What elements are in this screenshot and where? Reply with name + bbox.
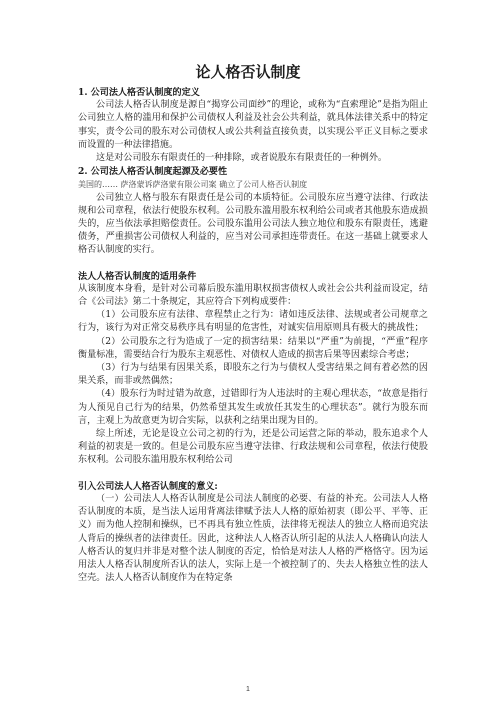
condition-item-4: （4）股东行为时过错为故意，过错即行为人违法时的主观心理状态，“故意是指行为人预见自己行为的结果，仍然希望其发生或放任其发生的心理状态”。就行为股东而言，主观上为故意更为切合实际，以获利之结果出现为目的。 <box>78 389 428 426</box>
paragraph-exception: 这是对公司股东有限责任的一种排除，或者说股东有限责任的一种例外。 <box>96 153 388 164</box>
paragraph-definition: 公司法人格否认制度是源自“揭穿公司面纱”的理论，或称为“直索理论”是指为阻止公司独立人格的滥用和保护公司债权人利益及社会公共利益，就具体法律关系中的特定事实，责令公司的股东对公司债权人或公共利益直接负责，以实现公平正义目标之要求而设置的一种法律措施。 <box>78 100 428 150</box>
section-heading-origin: 2. 公司法人格否认制度起源及必要性 <box>78 166 228 178</box>
paragraph-summary: 综上所述，无论是设立公司之初的行为，还是公司运营之际的举动，股东追求个人利益的初衷是一致的。但是公司股东应当遵守法律、行政法规和公司章程，依法行使股东权利。公司股东滥用股东权利给公司 <box>78 429 428 466</box>
paragraph-significance: （一）公司法人人格否认制度是公司法人制度的必要、有益的补充。公司法人人格否认制度的本质，是当法人运用背离法律赋予法人人格的原始初衷（即公平、平等、正义）而为他人控制和操纵，已不再具有独立性质，法律将无视法人的独立人格而追究法人背后的操纵者的法律责任。因此，这种法人人格否认所引起的从法人人格确认向法人人格否认的复归并非是对整个法人制度的否定，恰恰是对法人人格的严格恪守。因为运用法人人格否认制度所否认的法人，实际上是一个被控制了的、失去人格独立性的法人空壳。法人人格否认制度作为在特定条 <box>78 493 428 584</box>
condition-item-3: （3）行为与结果有因果关系，即股东之行为与债权人受害结果之间有着必然的因果关系，而非或然偶然； <box>78 363 428 387</box>
paragraph-conditions-intro: 从该制度本身看，是针对公司幕后股东滥用职权损害债权人或社会公共利益而设定，结合《公司法》第二十条规定，其应符合下列构成要件： <box>78 283 428 308</box>
section-gap <box>78 258 428 268</box>
condition-item-2: （2）公司股东之行为造成了一定的损害结果：结果以“严重”为前提，“严重”程序衡量标准，需要结合行为股东主观恶性、对债权人造成的损害后果等因素综合考虑； <box>78 336 428 360</box>
document-title: 论人格否认制度 <box>195 63 301 81</box>
section-heading-definition: 1. 公司法人格否认制度的定义 <box>78 87 200 98</box>
section-heading-significance: 引入公司法人人格否认制度的意义: <box>78 480 218 492</box>
origin-note: 美国的…… 萨洛蒙诉萨洛蒙有限公司案 确立了公司人格否认制度 <box>78 180 308 190</box>
document-body <box>78 86 428 585</box>
section-heading-conditions: 法人人格否认制度的适用条件 <box>78 270 197 282</box>
condition-item-1: （1）公司股东应有法律、章程禁止之行为：诸如违反法律、法规或者公司规章之行为，该行为对正常交易秩序具有明显的危害性，对诚实信用原则具有极大的挑战性； <box>78 310 428 334</box>
paragraph-origin: 公司独立人格与股东有限责任是公司的本质特征。公司股东应当遵守法律、行政法规和公司章程，依法行使股东权利。公司股东滥用股东权利给公司或者其他股东造成损失的，应当依法承担赔偿责任。公司股东滥用公司法人独立地位和股东有限责任，逃避债务，严重损害公司债权人利益的，应当对公司承担连带责任。在这一基础上就要求人格否认制度的实行。 <box>78 192 428 256</box>
page-number: 1 <box>246 686 250 693</box>
section-gap <box>78 468 428 478</box>
